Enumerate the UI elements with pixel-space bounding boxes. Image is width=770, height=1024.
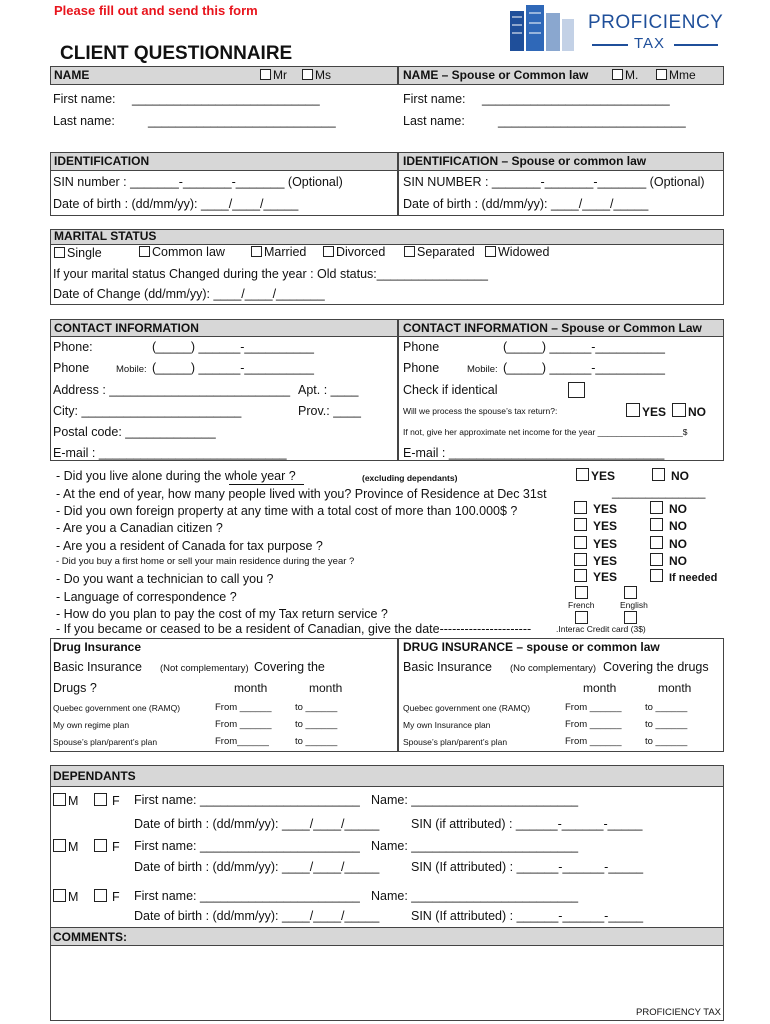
first-name-field[interactable]: ___________________________ (132, 92, 320, 106)
own-plan-label: My own regime plan (53, 720, 130, 730)
dependant3-sin-field[interactable]: SIN (If attributed) : ______-______-_____ (411, 909, 644, 923)
mme-label: Mme (669, 68, 696, 82)
spouse-plan-from-field[interactable]: From______ (215, 736, 269, 747)
spouse-phone-field[interactable]: (_____) ______-__________ (503, 340, 665, 354)
phone-field[interactable]: (_____) ______-__________ (152, 340, 314, 354)
m-label: M. (625, 68, 639, 82)
spouse-first-name-label: First name: (403, 92, 466, 106)
q5-yes-checkbox[interactable] (574, 536, 587, 549)
q6-yes-label: YES (593, 554, 618, 568)
q5-yes-label: YES (593, 537, 618, 551)
identical-checkbox[interactable] (568, 382, 585, 398)
ramq-label: Quebec government one (RAMQ) (53, 703, 181, 713)
dependant1-f-checkbox[interactable] (94, 793, 107, 806)
mr-checkbox[interactable] (260, 69, 271, 80)
mobile-label: Mobile: (116, 364, 147, 375)
basic-insurance-label: Basic Insurance (53, 660, 142, 674)
process-no-label: NO (688, 405, 706, 419)
spouse-first-name-field[interactable]: ___________________________ (482, 92, 670, 106)
english-label: English (620, 600, 648, 610)
q3-no-label: NO (669, 502, 687, 516)
common-law-label: Common law (152, 245, 225, 259)
address-field[interactable]: Address : __________________________ (53, 383, 291, 397)
process-question: Will we process the spouse’s tax return?: (403, 406, 558, 416)
comments-header-bar (50, 927, 724, 946)
q4-yes-checkbox[interactable] (574, 518, 587, 531)
q7-if-needed-option[interactable] (650, 569, 717, 584)
no-complementary-note: (No complementary) (510, 663, 597, 674)
english-checkbox[interactable] (624, 586, 637, 599)
dependant2-m-label: M (68, 840, 79, 854)
last-name-label: Last name: (53, 114, 115, 128)
q5-no-label: NO (669, 537, 687, 551)
logo-text-proficiency: PROFICIENCY (588, 12, 724, 33)
net-income-field[interactable]: If not, give her approximate net income for the year __________________$ (403, 427, 688, 437)
married-checkbox[interactable] (251, 246, 262, 257)
single-label: Single (67, 246, 102, 260)
spouse-email-field[interactable]: E-mail : _______________________________ (403, 446, 665, 460)
dependant2-first-name-field[interactable]: First name: _______________________ (134, 839, 360, 853)
separated-option[interactable] (404, 245, 475, 259)
payment-options-label: .Interac Credit card (3$) (556, 624, 646, 634)
date-change-field[interactable]: Date of Change (dd/mm/yy): ____/____/_______ (53, 287, 325, 301)
spouse-parent-from-field[interactable]: From ______ (565, 736, 622, 747)
dependant3-dob-field[interactable]: Date of birth : (dd/mm/yy): ____/____/_____ (134, 909, 380, 923)
dob-field[interactable]: Date of birth : (dd/mm/yy): ____/____/_____ (53, 197, 299, 211)
spouse-name-header: NAME – Spouse or Common law (403, 68, 589, 82)
month-from-label: month (234, 681, 268, 695)
page-title: CLIENT QUESTIONNAIRE (60, 43, 293, 64)
logo-text-tax: TAX (634, 35, 666, 52)
common-law-checkbox[interactable] (139, 246, 150, 257)
q3-no-checkbox[interactable] (650, 501, 663, 514)
postal-field[interactable]: Postal code: _____________ (53, 425, 216, 439)
dependant1-m-option[interactable] (53, 793, 78, 808)
separated-checkbox[interactable] (404, 246, 415, 257)
question-payment: - How do you plan to pay the cost of my Tax return service ? (56, 607, 388, 621)
dependant3-m-option[interactable] (53, 889, 78, 904)
q1-no-checkbox[interactable] (652, 468, 665, 481)
common-law-option[interactable] (139, 245, 225, 259)
phone-label: Phone: (53, 340, 93, 354)
covering-label: Covering the (254, 660, 325, 674)
email-field[interactable]: E-mail : ___________________________ (53, 446, 287, 460)
ms-checkbox[interactable] (302, 69, 313, 80)
spouse-ramq-from-field[interactable]: From ______ (565, 702, 622, 713)
spouse-parent-plan-label: Spouse’s plan/parent’s plan (403, 737, 508, 747)
apt-field[interactable]: Apt. : ____ (298, 383, 359, 397)
spouse-identification-header: IDENTIFICATION – Spouse or common law (403, 154, 647, 168)
not-complementary-note: (Not complementary) (160, 663, 249, 674)
dependant2-sin-field[interactable]: SIN (If attributed) : ______-______-_____ (411, 860, 644, 874)
dependants-header: DEPENDANTS (53, 769, 136, 783)
spouse-month-to-label: month (658, 681, 692, 695)
question-first-home: - Did you buy a first home or sell your main residence during the year ? (56, 556, 355, 567)
marital-header: MARITAL STATUS (54, 229, 157, 243)
spouse-contact-header: CONTACT INFORMATION – Spouse or Common Law (403, 321, 702, 335)
interac-checkbox[interactable] (575, 611, 588, 624)
drugs-label: Drugs ? (53, 681, 97, 695)
spouse-mobile-label: Mobile: (467, 364, 498, 375)
q7-yes-label: YES (593, 570, 618, 584)
q6-yes-option[interactable] (574, 553, 617, 568)
company-logo (504, 3, 726, 55)
dependant2-m-option[interactable] (53, 839, 78, 854)
question-technician: - Do you want a technician to call you ? (56, 572, 274, 586)
logo-rule-left (592, 44, 628, 46)
q7-if-needed-label: If needed (669, 572, 718, 584)
q7-yes-checkbox[interactable] (574, 569, 587, 582)
process-no-checkbox[interactable] (672, 403, 686, 417)
dependant2-name-field[interactable]: Name: ________________________ (371, 839, 579, 853)
question-residency-date: - If you became or ceased to be a resident of Canadian, give the date---------------------- (56, 622, 532, 636)
comments-area[interactable] (51, 946, 723, 1006)
comments-header: COMMENTS: (53, 930, 127, 944)
name-header: NAME (54, 68, 90, 82)
credit-card-checkbox[interactable] (624, 611, 637, 624)
footer-company: PROFICIENCY TAX (636, 1007, 721, 1018)
question-foreign-property: - Did you own foreign property at any time with a total cost of more than 100.000$ ? (56, 504, 518, 518)
single-checkbox[interactable] (54, 247, 65, 258)
name-header-bar (50, 66, 398, 85)
city-field[interactable]: City: _______________________ (53, 404, 242, 418)
ms-option[interactable] (302, 68, 331, 82)
widowed-label: Widowed (498, 245, 550, 259)
contact-header: CONTACT INFORMATION (54, 321, 199, 335)
dependant1-f-label: F (112, 794, 120, 808)
status-changed-field[interactable]: If your marital status Changed during the year : Old status:________________ (53, 267, 489, 281)
q1-yes-option[interactable] (576, 468, 615, 483)
q7-yes-option[interactable] (574, 569, 617, 584)
q6-no-label: NO (669, 554, 687, 568)
q5-no-option[interactable] (650, 536, 687, 551)
dependant1-name-field[interactable]: Name: ________________________ (371, 793, 579, 807)
form-notice: Please fill out and send this form (54, 3, 258, 18)
q7-if-needed-checkbox[interactable] (650, 569, 663, 582)
married-option[interactable] (251, 245, 306, 259)
q1-no-label: NO (671, 469, 689, 483)
separated-label: Separated (417, 245, 475, 259)
divorced-option[interactable] (323, 245, 385, 259)
own-from-field[interactable]: From ______ (215, 719, 272, 730)
married-label: Married (264, 245, 307, 259)
divorced-label: Divorced (336, 245, 386, 259)
q5-yes-option[interactable] (574, 536, 617, 551)
building-icon (504, 3, 582, 55)
identification-header: IDENTIFICATION (54, 154, 150, 168)
spouse-own-plan-label: My own Insurance plan (403, 720, 491, 730)
q3-yes-option[interactable] (574, 501, 617, 516)
dependant1-first-name-field[interactable]: First name: _______________________ (134, 793, 360, 807)
q3-yes-checkbox[interactable] (574, 501, 587, 514)
spouse-phone2-label: Phone (403, 361, 440, 375)
single-option[interactable] (54, 246, 102, 260)
process-yes-label: YES (642, 405, 667, 419)
month-to-label: month (309, 681, 343, 695)
spouse-ramq-to-field[interactable]: to ______ (645, 702, 688, 713)
mr-label: Mr (273, 68, 287, 82)
dependant3-name-field[interactable]: Name: ________________________ (371, 889, 579, 903)
spouse-basic-insurance-label: Basic Insurance (403, 660, 492, 674)
ramq-from-field[interactable]: From ______ (215, 702, 272, 713)
spouse-phone-label: Phone (403, 340, 440, 354)
ramq-to-field[interactable]: to ______ (295, 702, 338, 713)
spouse-plan-to-field[interactable]: to ______ (295, 736, 338, 747)
spouse-plan-label: Spouse’s plan/parent’s plan (53, 737, 158, 747)
q4-yes-option[interactable] (574, 518, 617, 533)
spouse-dob-field[interactable]: Date of birth : (dd/mm/yy): ____/____/_____ (403, 197, 649, 211)
m-option[interactable] (612, 68, 638, 82)
q1-yes-label: YES (591, 469, 616, 483)
dependant2-dob-field[interactable]: Date of birth : (dd/mm/yy): ____/____/_____ (134, 860, 380, 874)
spouse-sin-field[interactable]: SIN NUMBER : _______-_______-_______ (Optional) (403, 175, 705, 189)
excluding-dependants-note: (excluding dependants) (362, 473, 458, 483)
dependant3-f-option[interactable] (94, 889, 120, 904)
sin-field[interactable]: SIN number : _______-_______-_______ (Optional) (53, 175, 343, 189)
q3-yes-label: YES (593, 502, 618, 516)
question-people-lived: - At the end of year, how many people lived with you? Province of Residence at Dec 31st (56, 487, 547, 501)
dependant1-m-label: M (68, 794, 79, 808)
dependant2-f-label: F (112, 840, 120, 854)
dependant3-f-checkbox[interactable] (94, 889, 107, 902)
q3-no-option[interactable] (650, 501, 687, 516)
q4-no-checkbox[interactable] (650, 518, 663, 531)
question-citizen: - Are you a Canadian citizen ? (56, 521, 223, 535)
process-yes-checkbox[interactable] (626, 403, 640, 417)
mobile-field[interactable]: (_____) ______-__________ (152, 361, 314, 375)
french-checkbox[interactable] (575, 586, 588, 599)
ms-label: Ms (315, 68, 331, 82)
first-name-label: First name: (53, 92, 116, 106)
phone2-label: Phone (53, 361, 90, 375)
spouse-ramq-label: Quebec government one (RAMQ) (403, 703, 531, 713)
drug-box (50, 638, 398, 752)
prov-field[interactable]: Prov.: ____ (298, 404, 362, 418)
spouse-last-name-field[interactable]: ___________________________ (498, 114, 686, 128)
widowed-checkbox[interactable] (485, 246, 496, 257)
dependant3-m-checkbox[interactable] (53, 889, 66, 902)
m-checkbox[interactable] (612, 69, 623, 80)
mr-option[interactable] (260, 68, 287, 82)
drug-header: Drug Insurance (53, 640, 142, 654)
q6-yes-checkbox[interactable] (574, 553, 587, 566)
dependant2-f-checkbox[interactable] (94, 839, 107, 852)
identical-label: Check if identical (403, 383, 498, 397)
dependant1-dob-field[interactable]: Date of birth : (dd/mm/yy): ____/____/_____ (134, 817, 380, 831)
spouse-parent-to-field[interactable]: to ______ (645, 736, 688, 747)
question-resident: - Are you a resident of Canada for tax purpose ? (56, 539, 323, 553)
spouse-month-from-label: month (583, 681, 617, 695)
dependant1-f-option[interactable] (94, 793, 120, 808)
dependant3-f-label: F (112, 890, 120, 904)
q1-no-option[interactable] (652, 468, 689, 483)
spouse-mobile-field[interactable]: (_____) ______-__________ (503, 361, 665, 375)
spouse-drug-header: DRUG INSURANCE – spouse or common law (403, 640, 660, 654)
spouse-drug-box (398, 638, 724, 752)
province-field[interactable]: ______________ (612, 485, 706, 499)
q6-no-checkbox[interactable] (650, 553, 663, 566)
dependant1-m-checkbox[interactable] (53, 793, 66, 806)
spouse-last-name-label: Last name: (403, 114, 465, 128)
q5-no-checkbox[interactable] (650, 536, 663, 549)
dependant3-m-label: M (68, 890, 79, 904)
dependants-header-bar (50, 765, 724, 787)
widowed-option[interactable] (485, 245, 549, 259)
question-language: - Language of correspondence ? (56, 590, 237, 604)
french-label: French (568, 600, 595, 610)
process-no-option[interactable] (672, 403, 706, 419)
dependant3-first-name-field[interactable]: First name: _______________________ (134, 889, 360, 903)
q6-no-option[interactable] (650, 553, 687, 568)
spouse-own-to-field[interactable]: to ______ (645, 719, 688, 730)
process-yes-option[interactable] (626, 403, 666, 419)
logo-rule-right (674, 44, 718, 46)
question-live-alone: - Did you live alone during the whole year ? (56, 469, 296, 483)
dependant1-sin-field[interactable]: SIN (if attributed) : ______-______-_____ (411, 817, 643, 831)
q4-no-label: NO (669, 519, 687, 533)
q4-no-option[interactable] (650, 518, 687, 533)
dependant2-f-option[interactable] (94, 839, 120, 854)
mme-option[interactable] (656, 68, 696, 82)
q4-yes-label: YES (593, 519, 618, 533)
mme-checkbox[interactable] (656, 69, 667, 80)
spouse-own-from-field[interactable]: From ______ (565, 719, 622, 730)
whole-year-underline (229, 484, 304, 485)
spouse-covering-label: Covering the drugs (603, 660, 709, 674)
own-to-field[interactable]: to ______ (295, 719, 338, 730)
q1-yes-checkbox[interactable] (576, 468, 589, 481)
divorced-checkbox[interactable] (323, 246, 334, 257)
last-name-field[interactable]: ___________________________ (148, 114, 336, 128)
dependant2-m-checkbox[interactable] (53, 839, 66, 852)
